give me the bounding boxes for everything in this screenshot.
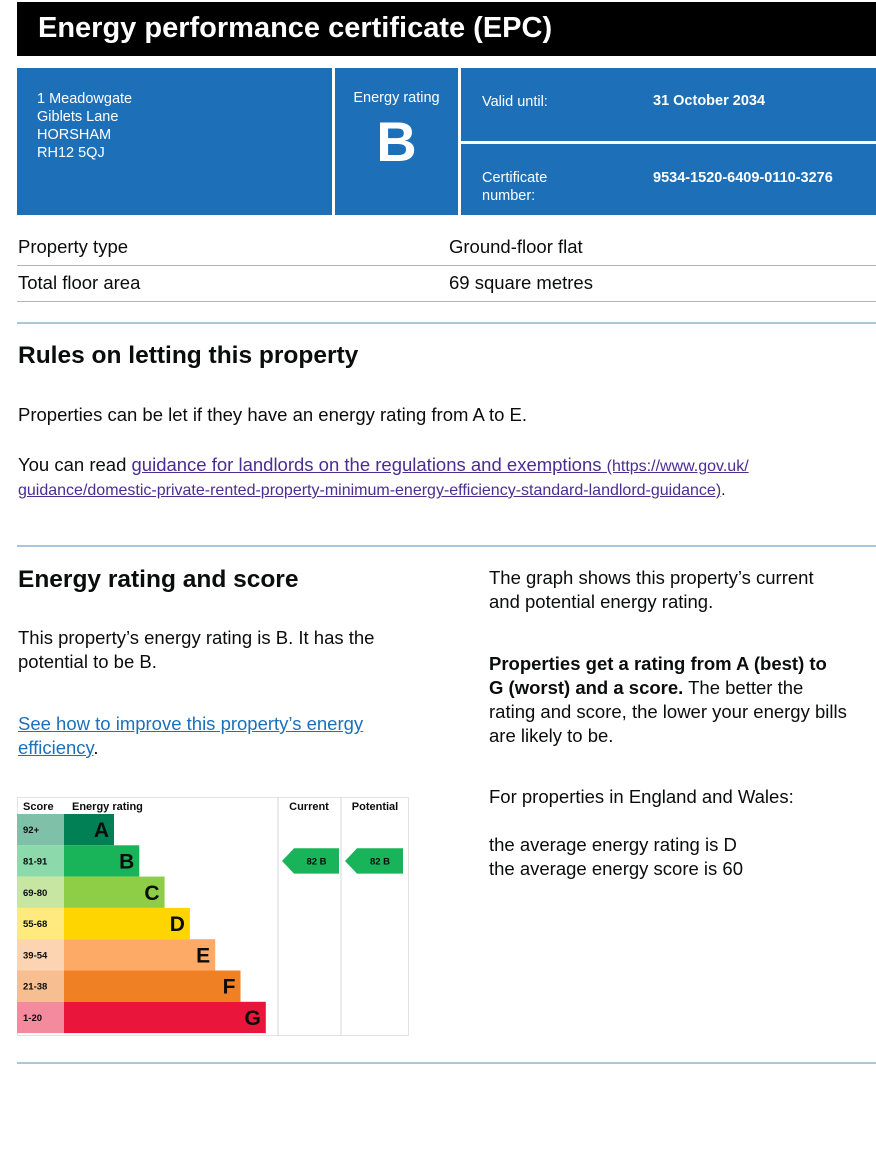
certificate-number-value: 9534-1520-6409-0110-3276 [653,170,833,186]
band-letter-e: E [196,944,211,968]
address-line-2: Giblets Lane [37,109,119,125]
landlord-guidance-link[interactable]: guidance for landlords on the regulations and exemptions (https://www.gov.uk/ [131,454,749,475]
summary-row-property-type [17,229,876,266]
summary-row-floor-area [17,265,876,302]
address-line-1: 1 Meadowgate [37,91,133,107]
section-divider [17,545,876,547]
address-panel [17,68,332,215]
address-postcode: RH12 5QJ [37,145,105,161]
potential-rating-label: 82 B [369,856,391,868]
band-letter-f: F [222,975,236,999]
landlord-guidance-paragraph: You can read guidance for landlords on the regulations and exemptions (https://www.gov.uk/ guidance/domestic-private-rented-property-minimum-energy-efficiency-standard-landlord-guidance). [18,454,749,499]
improve-efficiency-link-cont[interactable]: efficiency [18,737,94,758]
energy-rating-panel [335,68,458,215]
valid-until-panel [461,68,876,141]
energy-rating-label: Energy rating [353,90,440,106]
section-divider [17,1062,876,1064]
valid-until-label: Valid until: [482,94,548,110]
improve-efficiency-link[interactable]: See how to improve this property’s energy [18,713,364,734]
average-values [489,833,743,881]
address-line-3: HORSHAM [37,127,112,143]
potential-header: Potential [351,801,399,813]
band-score-label-b: 81-91 [23,856,48,868]
summary-key: Total floor area [18,272,141,293]
band-score-label-d: 55-68 [23,919,48,931]
valid-until-value: 31 October 2034 [653,93,766,109]
summary-value: Ground-floor flat [449,236,583,257]
region-text: For properties in England and Wales: [489,786,794,807]
rules-heading: Rules on letting this property [18,342,359,369]
energy-rating-heading: Energy rating and score [18,566,299,593]
certificate-number-panel [461,144,876,215]
page-title: Energy performance certificate (EPC) [38,12,553,44]
band-score-label-e: 39-54 [23,950,48,962]
band-bar-g [64,1002,266,1033]
band-letter-b: B [119,850,135,874]
average-rating: the average energy rating is D [489,834,737,855]
energy-rating-header: Energy rating [72,801,143,813]
graph-description: The graph shows this property’s current and potential energy rating. [489,567,814,612]
band-score-label-g: 1-20 [23,1012,43,1024]
summary-key: Property type [18,236,129,257]
score-header: Score [23,801,54,813]
rating-explanation: Properties get a rating from A (best) to G (worst) and a score. The better the rating and score, the lower your energy bills are likely to be. [489,653,847,746]
section-divider [17,322,876,324]
epc-rating-chart [17,797,409,1036]
current-header: Current [289,801,329,813]
summary-value: 69 square metres [449,272,593,293]
average-score: the average energy score is 60 [489,858,744,879]
band-letter-c: C [144,881,160,905]
certificate-label-line-1: Certificate [482,170,548,186]
energy-rating-paragraph: This property’s energy rating is B. It has the potential to be B. [18,627,375,672]
certificate-label-line-2: number: [482,188,536,204]
improve-efficiency-paragraph: See how to improve this property’s energy efficiency. [18,713,364,758]
band-score-label-f: 21-38 [23,981,48,993]
band-score-label-c: 69-80 [23,887,48,899]
band-bar-f [64,971,241,1002]
guidance-prefix: You can read [18,454,132,475]
band-letter-d: D [169,913,185,937]
band-letter-a: A [93,819,109,843]
band-letter-g: G [244,1006,261,1030]
landlord-guidance-url[interactable]: guidance/domestic-private-rented-property-minimum-energy-efficiency-standard-landlord-guidance) [18,482,722,499]
header-banner [17,2,876,56]
rules-paragraph: Properties can be let if they have an energy rating from A to E. [18,404,528,425]
band-score-label-a: 92+ [23,825,40,837]
current-rating-label: 82 B [306,856,327,868]
energy-rating-letter: B [376,110,417,173]
band-bar-e [64,939,215,970]
